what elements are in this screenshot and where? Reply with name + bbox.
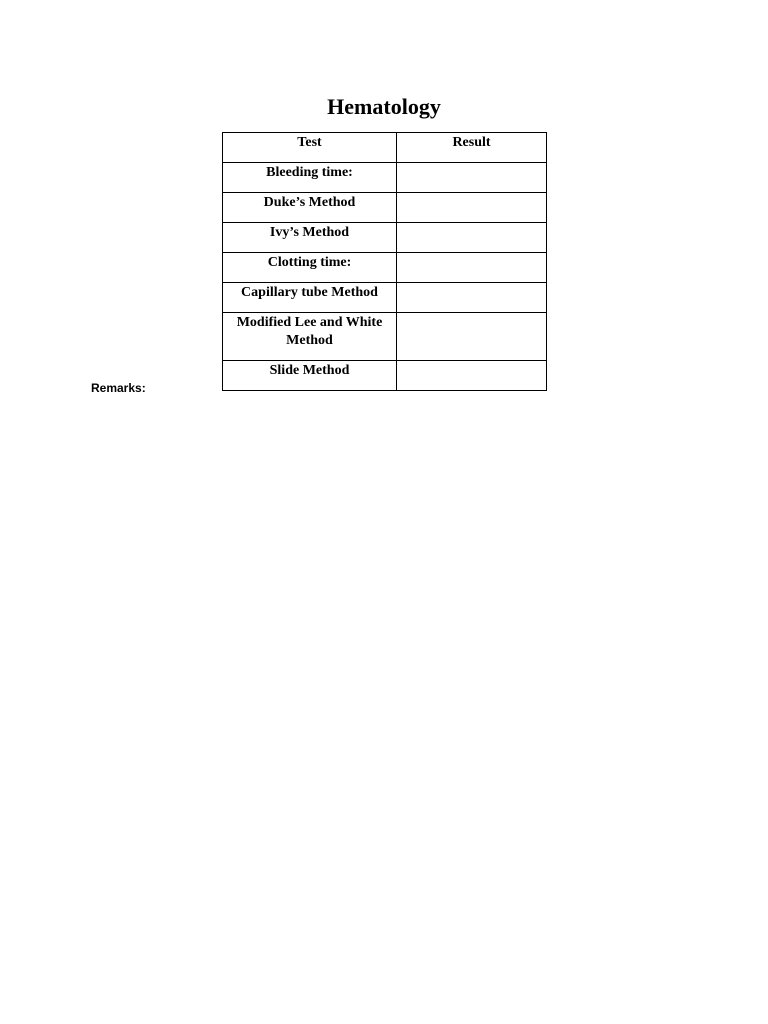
result-cell (397, 283, 547, 313)
test-name-cell: Modified Lee and White Method (223, 313, 397, 361)
table-row (223, 313, 547, 361)
table-row (223, 361, 547, 391)
result-cell (397, 361, 547, 391)
result-cell (397, 223, 547, 253)
document-title: Hematology (327, 94, 441, 119)
result-cell (397, 163, 547, 193)
header-result: Result (397, 133, 547, 163)
table-row (223, 193, 547, 223)
result-cell (397, 253, 547, 283)
results-table (222, 132, 547, 391)
table-header-row (223, 133, 547, 163)
test-name-cell: Capillary tube Method (223, 283, 397, 313)
table-row (223, 253, 547, 283)
test-name-cell: Slide Method (223, 361, 397, 391)
header-test: Test (223, 133, 397, 163)
table-row (223, 283, 547, 313)
test-name-cell: Ivy’s Method (223, 223, 397, 253)
result-cell (397, 193, 547, 223)
result-cell (397, 313, 547, 361)
table-row (223, 223, 547, 253)
test-name-cell: Bleeding time: (223, 163, 397, 193)
test-name-cell: Clotting time: (223, 253, 397, 283)
remarks-label: Remarks: (91, 381, 146, 395)
table-row (223, 163, 547, 193)
test-name-cell: Duke’s Method (223, 193, 397, 223)
